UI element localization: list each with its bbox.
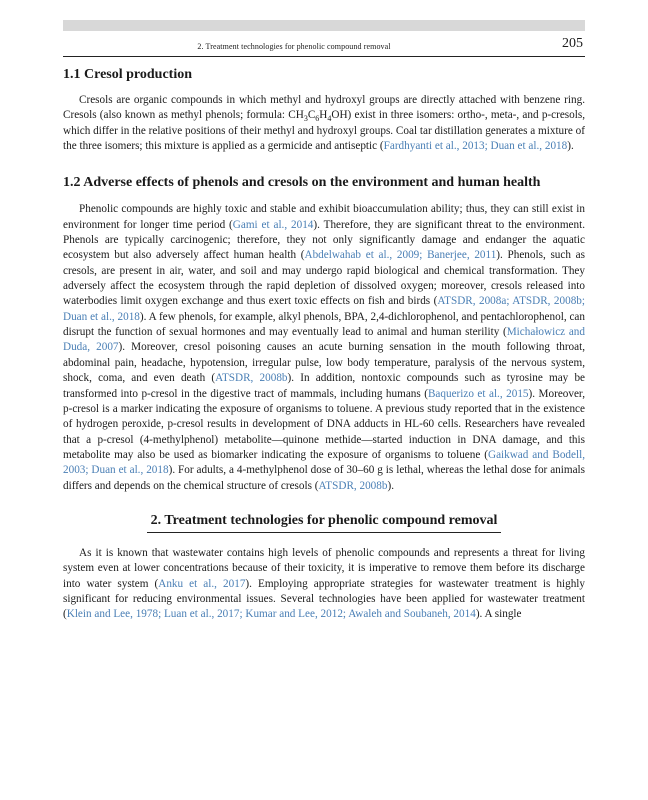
section-1-2-title: 1.2 Adverse effects of phenols and cresols on the environment and human health [63, 175, 541, 191]
section-2-heading [63, 511, 585, 533]
header-shade-bar [63, 20, 585, 31]
section-1-1-title: 1.1 Cresol production [63, 67, 192, 82]
text-run: ). A few phenols, for example, alkyl phenols, BPA, 2,4-dichlorophenol, and pentachlorophenol, can disrupt the function of sexual hormones and may eventually lead to animal and human sterility ( [63, 310, 585, 339]
text-run: ). Moreover, cresol poisoning causes an acute burning sensation in the mouth following throat, abdominal pain, headache, hypotension, irregular pulse, low body temperature, paralysis of the nervous system, shock, coma, and even death ( [63, 341, 586, 385]
citation-link[interactable]: Michałowicz and Duda, 2007 [63, 326, 585, 354]
text-run: ). A single [475, 608, 522, 621]
citation-link[interactable]: Gaikwad and Bodell, 2003; Duan et al., 2018 [63, 448, 585, 477]
text-run: exist in three isomers: ortho-, meta-, and p-cresols, which differ in the relative positions of their methyl and hydroxyl groups. Coal tar distillation generates a mixture of the three isomers; this mixture is applied as a germicide and antiseptic ( [63, 109, 586, 153]
citation-link[interactable]: ATSDR, 2008b [318, 479, 388, 492]
section-1-2-paragraph [63, 202, 585, 494]
text-run: ). Phenols, such as cresols, are present in air, water, and soil and may undergo rapid biological and chemical transformation. They adversely affect the ecosystem through the rapid depletion of dissolved oxygen; moreover, cresols released into waterbodies limit oxygen exchange and thus exert toxic effects on fish and birds ( [63, 249, 585, 308]
text-run: ). In addition, nontoxic compounds such as tyrosine may be transformed into p-cresol in the digestive tract of mammals, including humans ( [63, 372, 586, 400]
text-run: ). For adults, a 4-methylphenol dose of 30–60 g is lethal, whereas the lethal dose for animals differs and depends on the chemical structure of cresols ( [63, 464, 585, 492]
section-2-title: 2. Treatment technologies for phenolic compound removal [147, 511, 502, 533]
citation-link[interactable]: Fardhyanti et al., 2013; Duan et al., 2018 [383, 140, 568, 153]
text-run: ). [567, 140, 574, 153]
formula-part: CH [288, 109, 304, 122]
citation-link[interactable]: Anku et al., 2017 [158, 577, 246, 590]
text-run: Cresols are organic compounds in which methyl and hydroxyl groups are directly attached with benzene ring. Cresols (also known as methyl phenols; formula: [63, 94, 585, 122]
citation-link[interactable]: Klein and Lee, 1978; Luan et al., 2017; Kumar and Lee, 2012; Awaleh and Soubaneh, 2014 [66, 608, 476, 621]
citation-link[interactable]: ATSDR, 2008a; ATSDR, 2008b; Duan et al., 2018 [63, 295, 585, 323]
running-title: 2. Treatment technologies for phenolic compound removal [197, 42, 391, 51]
citation-link[interactable]: Gami et al., 2014 [232, 218, 314, 231]
text-run: ). Employing appropriate strategies for wastewater treatment is highly significant for reducing environmental issues. Several technologies have been applied for wastewater treatment ( [63, 577, 586, 621]
formula-subscript: 3 [303, 114, 308, 124]
text-run: ). Moreover, p-cresol is a marker indicating the exposure of organisms to toluene. A previous study reported that in the existence of hydrogen peroxide, p-cresol results in development of DNA adducts in HL-60 cells. Researchers have revealed that a p-cresol (4-methylphenol) metabolite—quinone methide—started induction in DNA damage, and this metabolite may also be used as biomarker indicating the exposure of organisms to toluene ( [63, 387, 586, 461]
formula-part: OH) [331, 109, 352, 122]
formula-subscript: 6 [315, 114, 320, 124]
text-run: ). Therefore, they are significant threat to the environment. Phenols are typically carcinogenic; therefore, they not only significantly damage and endanger the aquatic ecosystem but also adversely affect human health ( [63, 218, 585, 262]
running-header [63, 36, 585, 57]
citation-link[interactable]: ATSDR, 2008b [215, 372, 288, 385]
text-run: ). [387, 479, 394, 492]
text-run: As it is known that wastewater contains high levels of phenolic compounds and represents a threat for living system even at lower concentrations because of their toxicity, it is imperative to remove them before its discharge into water system ( [63, 546, 585, 590]
formula-part: H [319, 109, 328, 122]
section-1-1-paragraph [63, 93, 585, 154]
page-number: 205 [562, 36, 583, 51]
text-run: Phenolic compounds are highly toxic and stable and exhibit bioaccumulation ability; thus, they can still exist in environment for longer time period ( [63, 203, 585, 231]
citation-link[interactable]: Abdelwahab et al., 2009; Banerjee, 2011 [304, 249, 497, 262]
formula-part: C [307, 109, 316, 122]
citation-link[interactable]: Baquerizo et al., 2015 [427, 387, 529, 400]
formula-subscript: 4 [327, 114, 332, 124]
page-body [63, 63, 585, 623]
section-2-paragraph [63, 546, 585, 623]
